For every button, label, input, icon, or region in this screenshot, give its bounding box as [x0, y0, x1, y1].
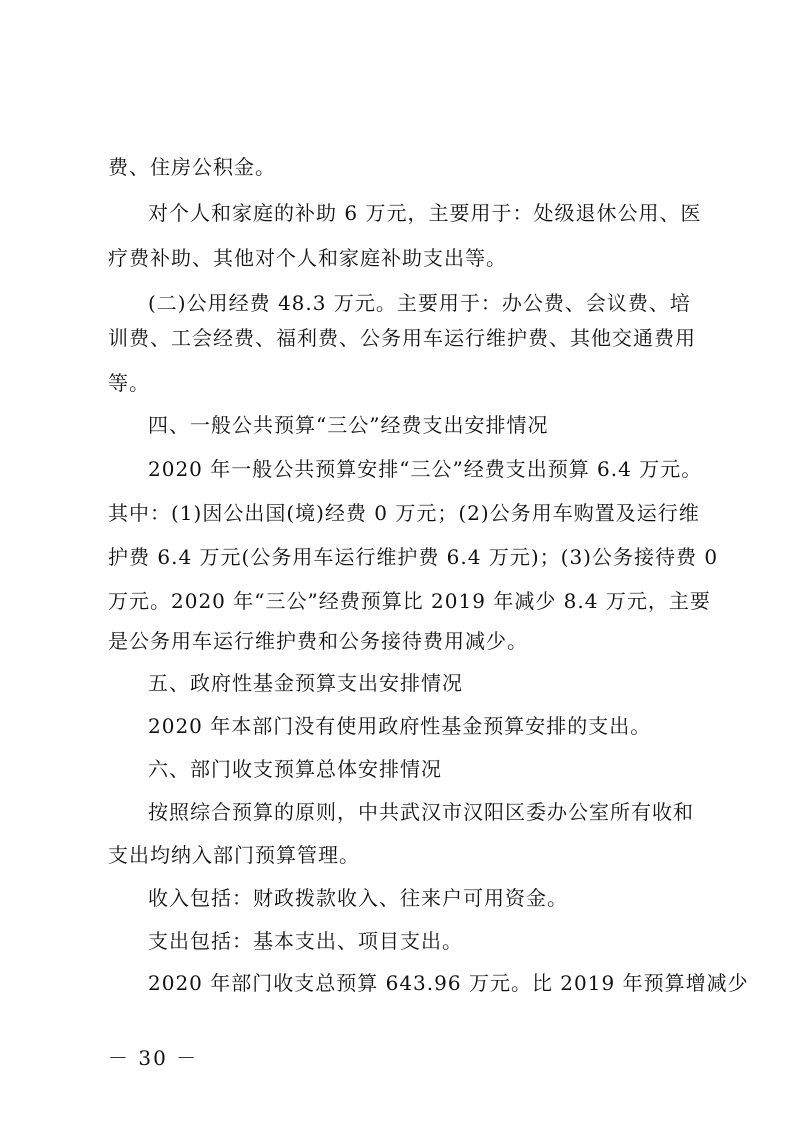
text-line-11: 万元。2020 年“三公”经费预算比 2019 年减少 8.4 万元，主要 [108, 589, 711, 613]
text-line-8: 2020 年一般公共预算安排“三公”经费支出预算 6.4 万元。 [148, 457, 703, 481]
page-number: － 30 － [108, 1046, 199, 1070]
section-heading-4: 四、一般公共预算“三公”经费支出安排情况 [148, 413, 549, 437]
text-line-4: (二)公用经费 48.3 万元。主要用于：办公费、会议费、培 [148, 291, 691, 315]
text-line-17: 支出均纳入部门预算管理。 [108, 843, 360, 867]
text-line-19: 支出包括：基本支出、项目支出。 [148, 929, 463, 953]
text-line-14: 2020 年本部门没有使用政府性基金预算安排的支出。 [148, 714, 652, 738]
text-line-9: 其中：(1)因公出国(境)经费 0 万元；(2)公务用车购置及运行维 [108, 501, 700, 525]
text-line-6: 等。 [108, 371, 150, 395]
text-line-16: 按照综合预算的原则，中共武汉市汉阳区委办公室所有收和 [148, 800, 694, 824]
section-heading-6: 六、部门收支预算总体安排情况 [148, 757, 442, 781]
text-line-2: 对个人和家庭的补助 6 万元，主要用于：处级退休公用、医 [148, 201, 702, 225]
text-line-12: 是公务用车运行维护费和公务接待费用减少。 [108, 629, 528, 653]
text-line-5: 训费、工会经费、福利费、公务用车运行维护费、其他交通费用 [108, 326, 696, 350]
section-heading-5: 五、政府性基金预算支出安排情况 [148, 671, 463, 695]
text-line-3: 疗费补助、其他对个人和家庭补助支出等。 [108, 246, 507, 270]
text-line-20: 2020 年部门收支总预算 643.96 万元。比 2019 年预算增减少 [148, 971, 749, 995]
text-line-10: 护费 6.4 万元(公务用车运行维护费 6.4 万元)；(3)公务接待费 0 [108, 545, 719, 569]
text-line-1: 费、住房公积金。 [108, 155, 276, 179]
text-line-18: 收入包括：财政拨款收入、往来户可用资金。 [148, 886, 568, 910]
